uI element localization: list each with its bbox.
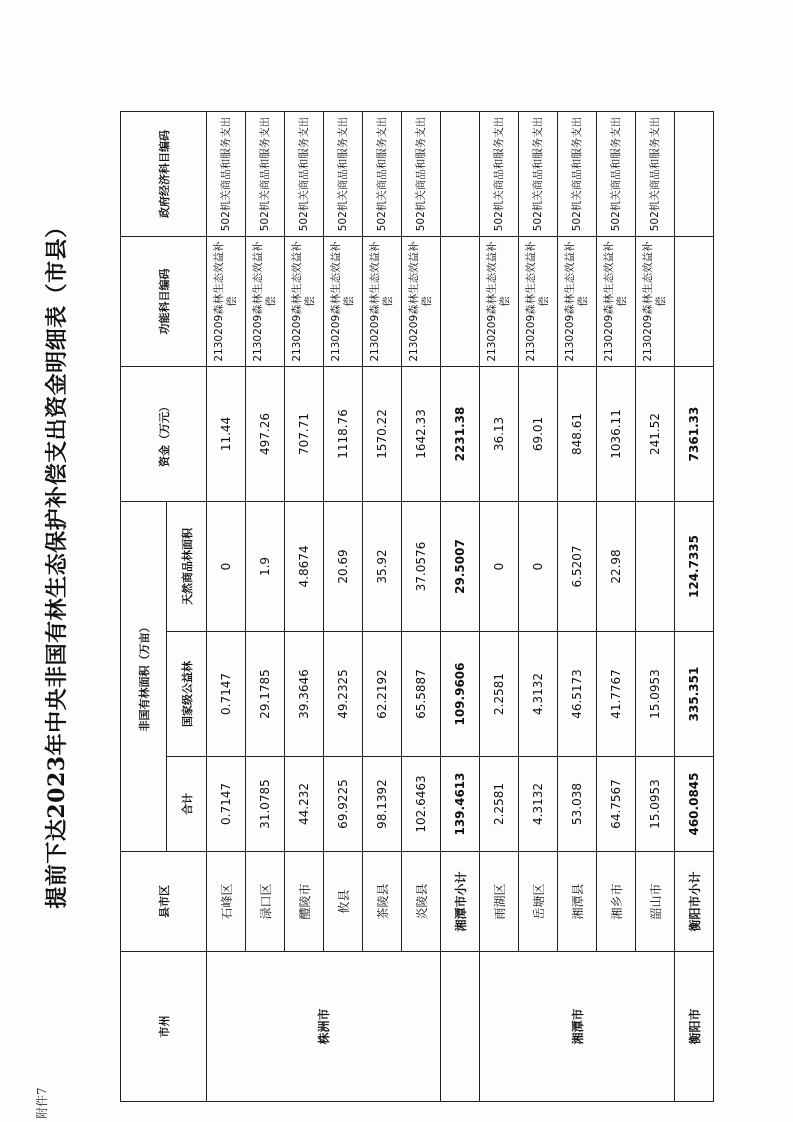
empty-cell bbox=[441, 952, 480, 1102]
table-row bbox=[480, 111, 519, 1101]
fund-cell: 7361.33 bbox=[675, 366, 714, 501]
county-cell: 湘乡市 bbox=[597, 852, 636, 952]
national-cell: 49.2325 bbox=[324, 632, 363, 757]
total-cell: 69.9225 bbox=[324, 757, 363, 852]
county-cell: 渌口区 bbox=[246, 852, 285, 952]
header-econ-code: 政府经济科目编码 bbox=[121, 111, 207, 236]
natural-cell: 0 bbox=[480, 501, 519, 631]
national-cell: 29.1785 bbox=[246, 632, 285, 757]
func-code-cell: 2130209森林生态效益补偿 bbox=[285, 236, 324, 366]
func-code-cell bbox=[441, 236, 480, 366]
national-cell: 62.2192 bbox=[363, 632, 402, 757]
total-cell: 460.0845 bbox=[675, 757, 714, 852]
natural-cell: 124.7335 bbox=[675, 501, 714, 631]
fund-cell: 1570.22 bbox=[363, 366, 402, 501]
total-cell: 44.232 bbox=[285, 757, 324, 852]
fund-cell: 1642.33 bbox=[402, 366, 441, 501]
func-code-cell: 2130209森林生态效益补偿 bbox=[363, 236, 402, 366]
header-city: 市州 bbox=[121, 952, 207, 1102]
header-row-1 bbox=[121, 111, 167, 1101]
natural-cell: 0 bbox=[519, 501, 558, 631]
natural-cell: 0 bbox=[207, 501, 246, 631]
econ-code-cell: 502机关商品和服务支出 bbox=[207, 111, 246, 236]
total-cell: 4.3132 bbox=[519, 757, 558, 852]
natural-cell: 22.98 bbox=[597, 501, 636, 631]
fund-cell: 241.52 bbox=[636, 366, 675, 501]
func-code-cell: 2130209森林生态效益补偿 bbox=[558, 236, 597, 366]
func-code-cell: 2130209森林生态效益补偿 bbox=[324, 236, 363, 366]
total-cell: 0.7147 bbox=[207, 757, 246, 852]
natural-cell: 4.8674 bbox=[285, 501, 324, 631]
fund-cell: 848.61 bbox=[558, 366, 597, 501]
natural-cell: 20.69 bbox=[324, 501, 363, 631]
total-cell: 31.0785 bbox=[246, 757, 285, 852]
header-area-group: 非国有林面积（万亩） bbox=[121, 501, 167, 851]
county-cell: 醴陵市 bbox=[285, 852, 324, 952]
national-cell: 4.3132 bbox=[519, 632, 558, 757]
header-county: 县市区 bbox=[121, 852, 207, 952]
func-code-cell: 2130209森林生态效益补偿 bbox=[207, 236, 246, 366]
subtotal-row bbox=[675, 111, 714, 1101]
city-cell-hengyang: 衡阳市 bbox=[675, 952, 714, 1102]
fund-cell: 69.01 bbox=[519, 366, 558, 501]
fund-cell: 497.26 bbox=[246, 366, 285, 501]
county-cell: 衡阳市小计 bbox=[675, 852, 714, 952]
national-cell: 39.3646 bbox=[285, 632, 324, 757]
fund-cell: 1036.11 bbox=[597, 366, 636, 501]
county-cell: 岳塘区 bbox=[519, 852, 558, 952]
econ-code-cell: 502机关商品和服务支出 bbox=[246, 111, 285, 236]
county-cell: 湘潭县 bbox=[558, 852, 597, 952]
natural-cell: 6.5207 bbox=[558, 501, 597, 631]
county-cell: 茶陵县 bbox=[363, 852, 402, 952]
natural-cell: 29.5007 bbox=[441, 501, 480, 631]
fund-cell: 36.13 bbox=[480, 366, 519, 501]
func-code-cell: 2130209森林生态效益补偿 bbox=[519, 236, 558, 366]
econ-code-cell: 502机关商品和服务支出 bbox=[597, 111, 636, 236]
econ-code-cell bbox=[675, 111, 714, 236]
func-code-cell: 2130209森林生态效益补偿 bbox=[480, 236, 519, 366]
func-code-cell: 2130209森林生态效益补偿 bbox=[402, 236, 441, 366]
econ-code-cell bbox=[441, 111, 480, 236]
header-national: 国家级公益林 bbox=[167, 632, 207, 757]
national-cell: 41.7767 bbox=[597, 632, 636, 757]
county-cell: 雨湖区 bbox=[480, 852, 519, 952]
fund-cell: 1118.76 bbox=[324, 366, 363, 501]
document-title: 提前下达2023年中央非国有林生态保护补偿支出资金明细表（市县） bbox=[44, 215, 70, 909]
econ-code-cell: 502机关商品和服务支出 bbox=[402, 111, 441, 236]
natural-cell: 35.92 bbox=[363, 501, 402, 631]
header-total: 合计 bbox=[167, 757, 207, 852]
fund-cell: 11.44 bbox=[207, 366, 246, 501]
city-cell-zhuzhou: 株洲市 bbox=[207, 952, 441, 1102]
national-cell: 65.5887 bbox=[402, 632, 441, 757]
total-cell: 102.6463 bbox=[402, 757, 441, 852]
econ-code-cell: 502机关商品和服务支出 bbox=[558, 111, 597, 236]
natural-cell: 1.9 bbox=[246, 501, 285, 631]
national-cell: 109.9606 bbox=[441, 632, 480, 757]
header-natural: 天然商品林面积 bbox=[167, 501, 207, 631]
econ-code-cell: 502机关商品和服务支出 bbox=[285, 111, 324, 236]
total-cell: 139.4613 bbox=[441, 757, 480, 852]
table-row bbox=[207, 111, 246, 1101]
fund-cell: 707.71 bbox=[285, 366, 324, 501]
total-cell: 53.038 bbox=[558, 757, 597, 852]
county-cell: 攸县 bbox=[324, 852, 363, 952]
func-code-cell: 2130209森林生态效益补偿 bbox=[636, 236, 675, 366]
econ-code-cell: 502机关商品和服务支出 bbox=[324, 111, 363, 236]
func-code-cell: 2130209森林生态效益补偿 bbox=[597, 236, 636, 366]
natural-cell bbox=[636, 501, 675, 631]
header-func-code: 功能科目编码 bbox=[121, 236, 207, 366]
econ-code-cell: 502机关商品和服务支出 bbox=[363, 111, 402, 236]
county-cell: 韶山市 bbox=[636, 852, 675, 952]
city-cell-xiangtan: 湘潭市 bbox=[480, 952, 675, 1102]
natural-cell: 37.0576 bbox=[402, 501, 441, 631]
county-cell: 石峰区 bbox=[207, 852, 246, 952]
econ-code-cell: 502机关商品和服务支出 bbox=[519, 111, 558, 236]
fund-cell: 2231.38 bbox=[441, 366, 480, 501]
econ-code-cell: 502机关商品和服务支出 bbox=[636, 111, 675, 236]
total-cell: 15.0953 bbox=[636, 757, 675, 852]
total-cell: 2.2581 bbox=[480, 757, 519, 852]
national-cell: 46.5173 bbox=[558, 632, 597, 757]
county-cell: 湘潭市小计 bbox=[441, 852, 480, 952]
national-cell: 0.7147 bbox=[207, 632, 246, 757]
econ-code-cell: 502机关商品和服务支出 bbox=[480, 111, 519, 236]
subtotal-row bbox=[441, 111, 480, 1101]
county-cell: 炎陵县 bbox=[402, 852, 441, 952]
funding-table bbox=[120, 111, 714, 1102]
attachment-label: 附件7 bbox=[35, 1087, 49, 1119]
total-cell: 98.1392 bbox=[363, 757, 402, 852]
total-cell: 64.7567 bbox=[597, 757, 636, 852]
national-cell: 15.0953 bbox=[636, 632, 675, 757]
national-cell: 2.2581 bbox=[480, 632, 519, 757]
func-code-cell bbox=[675, 236, 714, 366]
national-cell: 335.351 bbox=[675, 632, 714, 757]
func-code-cell: 2130209森林生态效益补偿 bbox=[246, 236, 285, 366]
header-fund: 资金（万元） bbox=[121, 366, 207, 501]
